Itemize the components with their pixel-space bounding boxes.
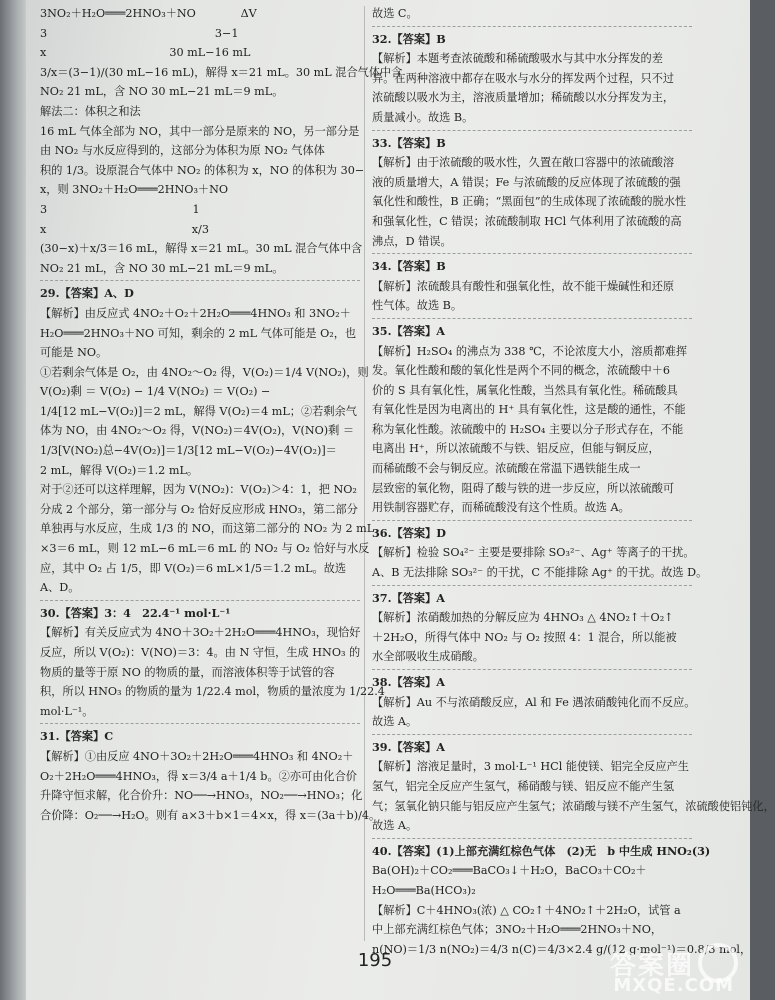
text-line: 液的质量增大，A 错误；Fe 与浓硫酸的反应体现了浓硫酸的强 [372, 175, 681, 189]
text-line: 3 1 [40, 202, 200, 216]
text-line: 1/4[12 mL−V(O₂)]＝2 mL，解得 V(O₂)＝4 mL；②若剩余气 [40, 404, 357, 418]
text-line: Ba(OH)₂＋CO₂═══BaCO₃↓＋H₂O，BaCO₃＋CO₂＋ [372, 864, 647, 878]
text-line: (30−x)＋x/3＝16 mL，解得 x＝21 mL。30 mL 混合气体中含 [40, 242, 363, 256]
text-line: 34.【答案】B [372, 253, 692, 277]
text-line: H₂O═══2HNO₃＋NO 可知，剩余的 2 mL 气体可能是 O₂，也 [40, 326, 357, 340]
text-line: 32.【答案】B [372, 26, 692, 50]
text-line: ＋2H₂O，所得气体中 NO₂ 与 O₂ 按照 4：1 混合，所以能被 [372, 630, 677, 644]
text-line: 层致密的氧化物，阻碍了酸与铁的进一步反应，所以浓硫酸可 [372, 481, 675, 495]
book-binding [0, 0, 26, 1000]
column-divider [364, 6, 365, 941]
text-line: 29.【答案】A、D [40, 280, 360, 304]
text-line: 积，所以 HNO₃ 的物质的量为 1/22.4 mol，物质的量浓度为 1/22.4 [40, 685, 385, 699]
text-line: 2 mL，解得 V(O₂)＝1.2 mL。 [40, 463, 199, 477]
text-line: 由 NO₂ 与水反应得到的，这部分为体积为原 NO₂ 气体体 [40, 144, 325, 158]
text-line: 和强氧化性，C 错误；浓硫酸制取 HCl 气体利用了浓硫酸的高 [372, 214, 682, 228]
text-line: 33.【答案】B [372, 130, 692, 154]
text-line: x，则 3NO₂＋H₂O═══2HNO₃＋NO [40, 183, 229, 197]
text-line: 对于②还可以这样理解，因为 V(NO₂)：V(O₂)＞4：1，把 NO₂ [40, 483, 357, 497]
text-line: 故选 C。 [372, 7, 418, 20]
text-line: 31.【答案】C [40, 723, 360, 747]
text-line: 36.【答案】D [372, 520, 692, 544]
text-line: 物质的量等于原 NO 的物质的量，而溶液体积等于试管的容 [40, 665, 335, 679]
text-line: mol·L⁻¹。 [40, 704, 94, 718]
text-line: 3 3−1 [40, 26, 239, 40]
text-line: 39.【答案】A [372, 734, 692, 758]
text-line: ×3＝6 mL，则 12 mL−6 mL＝6 mL 的 NO₂ 与 O₂ 恰好与水反 [40, 542, 370, 556]
text-line: 有氧化性是因为电离出的 H⁺ 具有氧化性，这是酸的通性，不能 [372, 403, 686, 417]
text-line: 而稀硫酸不会与铜反应。浓硫酸在常温下遇铁能生成一 [372, 462, 641, 476]
text-line: 【解析】浓硝酸加热的分解反应为 4HNO₃ △ 4NO₂↑＋O₂↑ [372, 611, 674, 625]
text-line: 浓硫酸以吸水为主，溶液质量增加；稀硫酸以水分挥发为主， [372, 91, 675, 105]
text-line: 【解析】有关反应式为 4NO＋3O₂＋2H₂O═══4HNO₃，现恰好 [40, 626, 361, 640]
text-line: 气；氢氧化钠只能与铝反应产生氢气；浓硝酸与镁不产生氢气，浓硫酸使铝钝化， [372, 799, 775, 813]
text-line: 氢气，铝完全反应产生氢气，稀硝酸与镁、铝反应不能产生氢 [372, 779, 675, 793]
text-line: NO₂ 21 mL，含 NO 30 mL−21 mL＝9 mL。 [40, 85, 284, 99]
watermark [598, 945, 738, 997]
text-line: 3NO₂＋H₂O═══2HNO₃＋NO ΔV [40, 7, 257, 20]
text-line: 1/3[V(NO₂)总−4V(O₂)]＝1/3[12 mL−V(O₂)−4V(O₂)]＝ [40, 444, 337, 458]
text-line: A、B 无法排除 SO₃²⁻ 的干扰，C 不能排除 Ag⁺ 的干扰。故选 D。 [372, 566, 708, 580]
text-line: 【解析】溶液足量时，3 mol·L⁻¹ HCl 能使镁、铝完全反应产生 [372, 760, 689, 774]
text-line: 氧化性和酸性，B 正确；“黑面包”的生成体现了浓硫酸的脱水性 [372, 195, 687, 209]
text-line: 38.【答案】A [372, 669, 692, 693]
text-line: 35.【答案】A [372, 318, 692, 342]
text-line: 【解析】H₂SO₄ 的沸点为 338 ℃，不论浓度大小，溶质都难挥 [372, 344, 688, 358]
text-line: 电离出 H⁺，所以浓硫酸不与铁、铝反应，但能与铜反应， [372, 442, 660, 456]
text-line: 16 mL 气体全部为 NO，其中一部分是原来的 NO，另一部分是 [40, 124, 360, 138]
text-line: x x/3 [40, 222, 209, 236]
text-line: 【解析】Au 不与浓硝酸反应，Al 和 Fe 遇浓硝酸钝化而不反应。 [372, 695, 696, 709]
text-line: 中上部充满红棕色气体；3NO₂＋H₂O═══2HNO₃＋NO， [372, 923, 663, 937]
text-line: 【解析】①由反应 4NO＋3O₂＋2H₂O═══4HNO₃ 和 4NO₂＋ [40, 749, 354, 763]
text-line: 反应，所以 V(O₂)：V(NO)＝3：4。由 N 守恒，生成 HNO₃ 的 [40, 646, 361, 659]
text-line: 【解析】浓硫酸具有酸性和强氧化性，故不能干燥碱性和还原 [372, 279, 675, 293]
watermark-title: 答案圈 [609, 951, 694, 981]
page-number: 195 [357, 950, 393, 971]
text-line: 【解析】由反应式 4NO₂＋O₂＋2H₂O═══4HNO₃ 和 3NO₂＋ [40, 306, 351, 320]
text-line: 解法二：体积之和法 [40, 104, 141, 118]
text-line: 质量减小。故选 B。 [372, 110, 474, 124]
text-line: 3/x＝(3−1)/(30 mL−16 mL)，解得 x＝21 mL。30 mL 混合气体中含 [40, 65, 403, 79]
text-line: 应，其中 O₂ 占 1/5，即 V(O₂)＝6 mL×1/5＝1.2 mL。故选 [40, 561, 347, 575]
text-line: 升降守恒求解，化合价升：NO──→HNO₃，NO₂──→HNO₃；化 [40, 789, 363, 803]
text-line: O₂＋2H₂O═══4HNO₃，得 x＝3/4 a＋1/4 b。②亦可由化合价 [40, 769, 357, 783]
right-column [372, 4, 775, 959]
text-line: ①若剩余气体是 O₂，由 4NO₂～O₂ 得，V(O₂)＝1/4 V(NO₂)，则 [40, 365, 369, 379]
text-line: NO₂ 21 mL，含 NO 30 mL−21 mL＝9 mL。 [40, 261, 284, 275]
text-line: 分成 2 个部分，第一部分与 O₂ 恰好反应形成 HNO₃，第二部分 [40, 502, 358, 516]
text-line: 沸点，D 错误。 [372, 234, 452, 248]
text-line: 积的 1/3。设原混合气体中 NO₂ 的体积为 x，NO 的体积为 30− [40, 163, 365, 177]
text-line: 单独再与水反应，生成 1/3 的 NO，而这第二部分的 NO₂ 为 2 mL [40, 522, 375, 536]
text-line: H₂O═══Ba(HCO₃)₂ [372, 883, 476, 897]
text-line: 故选 A。 [372, 715, 418, 729]
text-line: 异。在两种溶液中都存在吸水与水分的挥发两个过程，只不过 [372, 71, 675, 85]
text-line: 称为氧化性酸。浓硫酸中的 H₂SO₄ 主要以分子形式存在，不能 [372, 422, 684, 436]
text-line: 合价降：O₂──→H₂O。则有 a×3＋b×1＝4×x，得 x＝(3a＋b)/4。 [40, 808, 381, 822]
text-line: 故选 A。 [372, 819, 418, 833]
text-line: 【解析】C＋4HNO₃(浓) △ CO₂↑＋4NO₂↑＋2H₂O，试管 a [372, 903, 681, 917]
text-line: 【解析】由于浓硫酸的吸水性，久置在敞口容器中的浓硫酸溶 [372, 156, 675, 170]
text-line: 【解析】本题考查浓硫酸和稀硫酸吸水与其中水分挥发的差 [372, 52, 663, 66]
text-line: 性气体。故选 B。 [372, 299, 463, 313]
text-line: x 30 mL−16 mL [40, 46, 251, 60]
text-line: 水全部吸收生成硝酸。 [372, 650, 484, 664]
text-line: 【解析】检验 SO₄²⁻ 主要是要排除 SO₃²⁻、Ag⁺ 等离子的干扰。 [372, 546, 695, 560]
text-line: 用铁制容器贮存，而稀硫酸没有这个性质。故选 A。 [372, 501, 630, 515]
text-line: V(O₂)剩 ＝ V(O₂) − 1/4 V(NO₂) ＝ V(O₂) − [40, 385, 271, 399]
text-line: 可能是 NO。 [40, 346, 108, 360]
text-line: A、D。 [40, 581, 80, 595]
text-line: 价的 S 具有氧化性，属氧化性酸，当然具有氧化性。稀硫酸具 [372, 383, 678, 397]
text-line: 体为 NO，由 4NO₂～O₂ 得，V(NO₂)＝4V(O₂)，V(NO)剩 ＝ [40, 424, 355, 438]
text-line: n(NO)＝1/3 n(NO₂)＝4/3 n(C)＝4/3×2.4 g/(12 g·mol⁻¹)＝0.8/3 mol， [372, 942, 752, 956]
text-line: 37.【答案】A [372, 585, 692, 609]
text-line: 发。氧化性酸和酸的氧化性是两个不同的概念，浓硫酸中＋6 [372, 364, 670, 378]
watermark-url: MXQE.COM [613, 975, 734, 996]
text-line: 30.【答案】3：4 22.4⁻¹ mol·L⁻¹ [40, 600, 360, 624]
text-line: 40.【答案】(1)上部充满红棕色气体 (2)无 b 中生成 HNO₂(3) [372, 838, 692, 862]
